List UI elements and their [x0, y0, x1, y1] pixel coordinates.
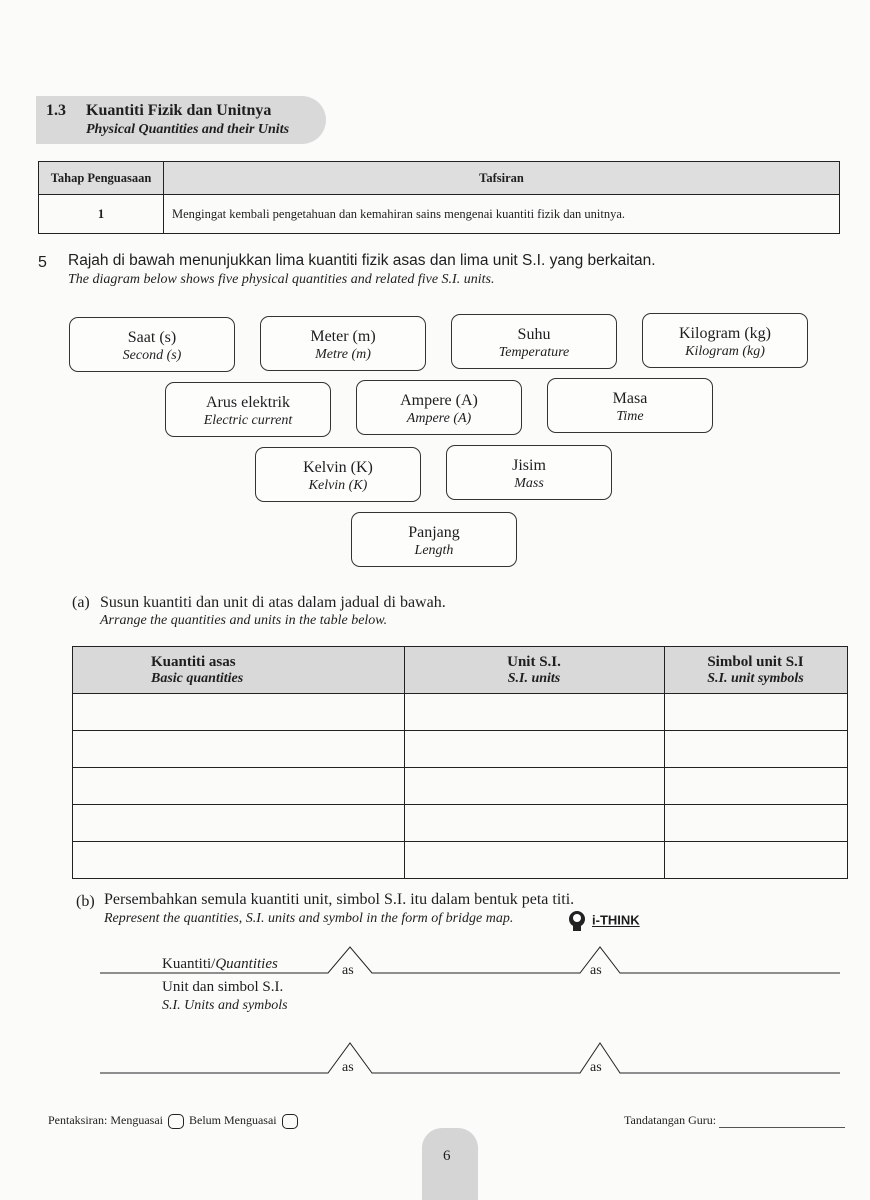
- section-title: Kuantiti Fizik dan Unitnya: [86, 102, 272, 119]
- answer-cell[interactable]: [405, 731, 665, 768]
- answer-cell[interactable]: [665, 694, 848, 731]
- card-kelvin[interactable]: [255, 447, 421, 502]
- answer-cell[interactable]: [665, 805, 848, 842]
- assessment-footer: [48, 1113, 300, 1129]
- part-a-label: (a): [72, 594, 90, 611]
- part-a-text: Susun kuantiti dan unit di atas dalam jadual di bawah.: [100, 594, 446, 611]
- card-label-en: Metre (m): [315, 347, 371, 362]
- mastery-level: 1: [39, 195, 164, 234]
- card-label: Ampere (A): [400, 392, 478, 409]
- answer-cell[interactable]: [405, 805, 665, 842]
- mastery-header-level: Tahap Penguasaan: [39, 162, 164, 195]
- card-label: Jisim: [512, 457, 546, 474]
- i-think-label: i-THINK: [592, 912, 640, 928]
- header-label: Kuantiti asas: [151, 653, 236, 670]
- header-label-en: S.I. units: [507, 670, 561, 686]
- card-metre[interactable]: [260, 316, 426, 371]
- answer-header-quantity: [73, 647, 405, 694]
- bridge-relating-bottom-en: S.I. Units and symbols: [162, 998, 288, 1013]
- mastered-checkbox[interactable]: [168, 1114, 184, 1129]
- card-label-en: Temperature: [498, 345, 570, 360]
- part-b-text: Persembahkan semula kuantiti unit, simbol S.I. itu dalam bentuk peta titi.: [104, 891, 575, 908]
- answer-header-symbol: [665, 647, 848, 694]
- answer-cell[interactable]: [665, 731, 848, 768]
- bridge-relating-top-label: Kuantiti/: [162, 956, 216, 972]
- part-b-label: (b): [76, 893, 95, 910]
- card-label-en: Kilogram (kg): [685, 344, 765, 359]
- bridge-as-2: as: [590, 963, 602, 978]
- card-label: Masa: [612, 390, 648, 407]
- signature-label: Tandatangan Guru:: [624, 1113, 717, 1127]
- bridge-relating-top-en: Quantities: [215, 956, 278, 972]
- card-label: Meter (m): [310, 328, 376, 345]
- question-text-en: The diagram below shows five physical quantities and related five S.I. units.: [68, 272, 495, 287]
- card-mass[interactable]: [446, 445, 612, 500]
- card-label-en: Ampere (A): [406, 411, 472, 426]
- card-label: Arus elektrik: [206, 394, 290, 411]
- card-length[interactable]: [351, 512, 517, 567]
- card-label: Suhu: [517, 326, 551, 343]
- answer-cell[interactable]: [405, 842, 665, 879]
- answer-cell[interactable]: [665, 768, 848, 805]
- card-label-en: Kelvin (K): [308, 478, 368, 493]
- lightbulb-icon: [566, 910, 588, 932]
- part-b-text-en: Represent the quantities, S.I. units and symbol in the form of bridge map.: [104, 911, 514, 926]
- answer-cell[interactable]: [405, 694, 665, 731]
- answer-row: [73, 768, 848, 805]
- answer-cell[interactable]: [73, 694, 405, 731]
- answer-cell[interactable]: [73, 768, 405, 805]
- header-label-en: Basic quantities: [151, 670, 244, 686]
- bridge-relating-bottom: Unit dan simbol S.I.: [162, 979, 284, 995]
- not-mastered-checkbox[interactable]: [282, 1114, 298, 1129]
- card-label-en: Second (s): [122, 348, 182, 363]
- mastery-header-interpretation: Tafsiran: [164, 162, 840, 195]
- card-label: Kilogram (kg): [679, 325, 771, 342]
- card-second[interactable]: [69, 317, 235, 372]
- i-think-badge: [566, 910, 640, 932]
- card-label-en: Time: [616, 409, 644, 424]
- header-label: Simbol unit S.I: [707, 653, 804, 670]
- card-label-en: Mass: [514, 476, 544, 491]
- teacher-signature: [624, 1113, 845, 1128]
- answer-cell[interactable]: [405, 768, 665, 805]
- answer-header-unit: [405, 647, 665, 694]
- answer-table: [72, 646, 848, 879]
- bridge-as-4: as: [590, 1060, 602, 1075]
- question-text: Rajah di bawah menunjukkan lima kuantiti fizik asas dan lima unit S.I. yang berkaitan.: [68, 252, 656, 269]
- bridge-relating-top: [162, 956, 278, 973]
- card-temperature[interactable]: [451, 314, 617, 369]
- card-label: Kelvin (K): [303, 459, 373, 476]
- part-a-text-en: Arrange the quantities and units in the table below.: [100, 613, 388, 628]
- answer-row: [73, 694, 848, 731]
- card-label-en: Electric current: [203, 413, 293, 428]
- card-time[interactable]: [547, 378, 713, 433]
- section-number: 1.3: [46, 102, 66, 119]
- bridge-as-1: as: [342, 963, 354, 978]
- question-number: 5: [38, 254, 47, 271]
- not-mastered-label: Belum Menguasai: [188, 1113, 277, 1127]
- header-label-en: S.I. unit symbols: [707, 670, 804, 686]
- answer-cell[interactable]: [73, 842, 405, 879]
- header-label: Unit S.I.: [507, 653, 561, 670]
- bridge-as-3: as: [342, 1060, 354, 1075]
- section-subtitle: Physical Quantities and their Units: [86, 122, 290, 137]
- answer-cell[interactable]: [665, 842, 848, 879]
- answer-cell[interactable]: [73, 731, 405, 768]
- card-label: Panjang: [408, 524, 460, 541]
- answer-row: [73, 805, 848, 842]
- card-electric-current[interactable]: [165, 382, 331, 437]
- card-kilogram[interactable]: [642, 313, 808, 368]
- card-label-en: Length: [414, 543, 454, 558]
- card-ampere[interactable]: [356, 380, 522, 435]
- signature-line[interactable]: [719, 1127, 845, 1128]
- mastery-description: Mengingat kembali pengetahuan dan kemahiran sains mengenai kuantiti fizik dan unitnya.: [164, 195, 840, 234]
- page-number: 6: [443, 1148, 451, 1164]
- assessment-label: Pentaksiran: Menguasai: [48, 1113, 163, 1127]
- card-label: Saat (s): [127, 329, 177, 346]
- answer-row: [73, 731, 848, 768]
- mastery-table: [38, 161, 840, 234]
- answer-cell[interactable]: [73, 805, 405, 842]
- answer-row: [73, 842, 848, 879]
